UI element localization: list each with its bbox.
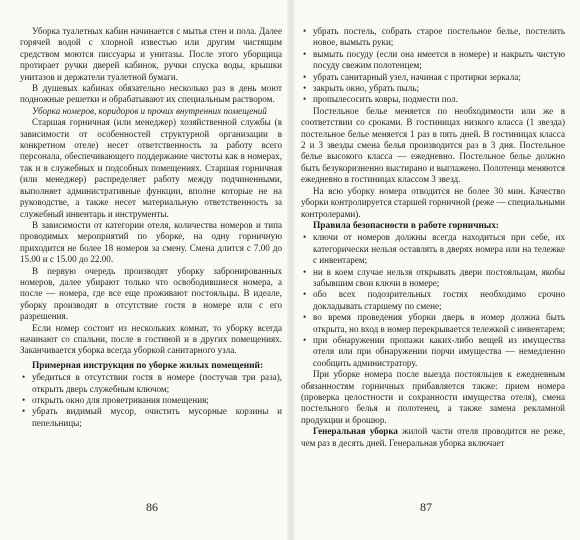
list-item: • обо всех подозрительных гостях необходимо срочно докладывать старшему по смене;	[301, 289, 565, 312]
paragraph-general-cleaning	[301, 426, 565, 449]
page-number-right: 87	[420, 500, 432, 514]
list-item: • пропылесосить ковры, подмести пол.	[301, 94, 565, 105]
paragraph-bed-linen: Постельное белье меняется по необходимости или же в соответствии со сроками. В гостиницах низкого класса (1 звезда) постельное белье меняется 1 раз в пять дней. В гостиницах класса 2 и 3 звезды смена белья производится раз в 3 дня. Постельное белье высокого класса — ежедневно. Постельное белье должно быть безукоризненно выстирано и выглажено. Полотенца меняются ежедневно в гостиницах классом 3 звезд.	[301, 105, 565, 185]
page-number-left: 86	[146, 500, 158, 514]
list-item: • убрать видимый мусор, очистить мусорные корзины и пепельницы;	[20, 406, 282, 429]
list-item: • убрать санитарный узел, начиная с протирки зеркала;	[301, 72, 565, 83]
list-item: • ни в коем случае нельзя открывать двери постояльцам, якобы забывшим свои ключи в номере;	[301, 267, 565, 290]
list-item: • вымыть посуду (если она имеется в номере) и накрыть чистую посуду свежим полотенцем;	[301, 49, 565, 72]
paragraph-toilet-cleaning: Уборка туалетных кабин начинается с мытья стен и пола. Далее горячей водой с хлорной известью или другим чистящим средством моются писсуары и унитазы. После этого уборщица протирает ручки дверей кабинок, ручки спуска воды, крышки унитазов и держатели туалетной бумаги.	[20, 26, 282, 82]
paragraph-shower-cleaning: В душевых кабинах обязательно несколько раз в день моют подножные решетки и обрабатывают их специальным раствором.	[20, 83, 282, 105]
paragraph-head-maid: Старшая горничная (или менеджер) хозяйственной службы (в зависимости от особенностей структурной организации в конкретном отеле) несет ответственность за работу всего персонала, обеспечивающего поддержание чистоты как в номерах, так и в служебных и подсобных помещениях. Старшая горничная (или менеджер) распределяет работу между подчиненными, выполняет административные функции, вполне которые не на руководстве, а также несет материальную ответственность за служебный инвентарь и инструменты.	[20, 117, 282, 219]
list-item: • закрыть окно, убрать пыль;	[301, 83, 565, 94]
section-heading-room-cleaning: Уборка номеров, коридоров и прочих внутренних помещений	[32, 105, 267, 116]
list-item: • при обнаружении пропажи каких-либо вещей из имущества отеля или при обнаружении порчи имущества — немедленно сообщить администратору.	[301, 335, 565, 369]
list-item: • ключи от номеров должны всегда находиться при себе, их категорически нельзя оставлять в дверях номера или на тележке с инвентарем;	[301, 232, 565, 266]
list-item: • во время проведения уборки дверь в номер должна быть открыта, но вход в номер перекрывается тележкой с инвентарем;	[301, 312, 565, 335]
paragraph-cleaning-time: На всю уборку номера отводится не более 30 мин. Качество уборки контролируется старшей горничной (реже — специальными контролерами).	[301, 185, 565, 219]
list-safety-rules	[301, 232, 565, 369]
right-page	[301, 26, 565, 449]
list-item: • убрать постель, собрать старое постельное белье, постелить новое, вымыть руки;	[301, 26, 565, 49]
list-cleaning-steps	[20, 372, 282, 429]
left-page	[20, 26, 282, 429]
list-item: • убедиться в отсутствии гостя в номере (постучав три раза), открыть дверь служебным ключом;	[20, 372, 282, 395]
paragraph-cleaning-order: В первую очередь производят уборку забронированных номеров, далее убирают только что освободившиеся номера, а после — номера, где все еще проживают постояльцы. В идеале, уборку производят в отсутствие гостя в номере или с его разрешения.	[20, 265, 282, 322]
paragraph-checkout-cleaning: При уборке номера после выезда постояльцев к ежедневным обязанностям горничных прибавляется также: прием номера (проверка целостности и сохранности имущества отеля), смена постельного белья и полотенец, а также замена рекламной продукции и брошюр.	[301, 369, 565, 425]
book-gutter	[287, 0, 295, 540]
list-item: • открыть окно для проветривания помещения;	[20, 395, 282, 406]
list-cleaning-steps-continued	[301, 26, 565, 106]
paragraph-room-quota: В зависимости от категории отеля, количества номеров и типа проводимых мероприятий по уборке, на одну горничную приходится не более 18 номеров за смену. Смена длится с 7.00 до 15.00 и с 15.00 до 22.00.	[20, 219, 282, 265]
heading-safety-rules: Правила безопасности в работе горничных:	[313, 220, 500, 231]
general-cleaning-text: жилой части отеля проводится не реже, чем раз в десять дней. Генеральная уборка включает	[301, 426, 565, 448]
general-cleaning-lead: Генеральная уборка	[313, 426, 398, 437]
heading-cleaning-instruction: Примерная инструкция по уборке жилых помещений:	[32, 360, 264, 371]
paragraph-multi-room: Если номер состоит из нескольких комнат, то уборку всегда начинают со спальни, после в гостиной и в других помещениях. Заканчивается уборка всегда уборкой санитарного узла.	[20, 322, 282, 356]
